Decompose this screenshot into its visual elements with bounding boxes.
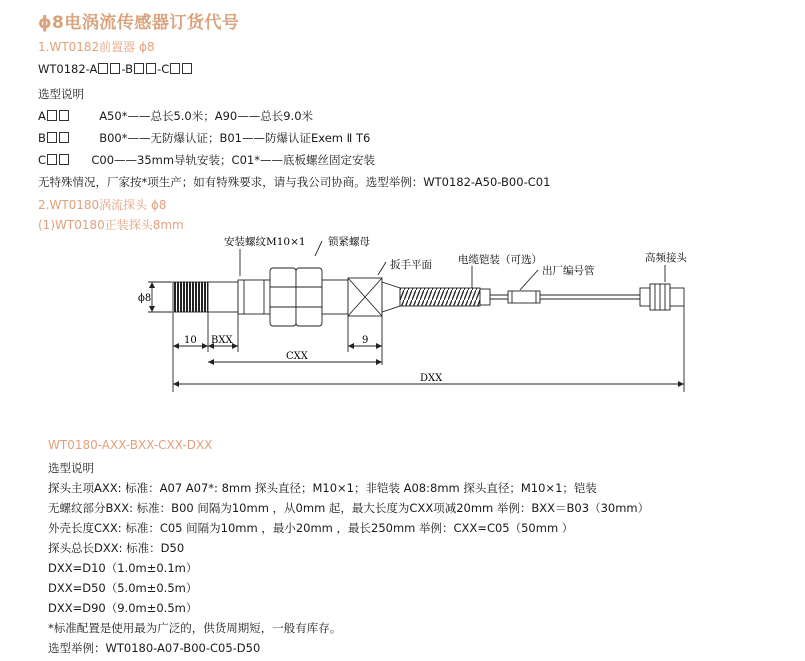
dim-dxx: DXX bbox=[420, 373, 443, 384]
spec-d50: DXX=D50（5.0m±0.5m） bbox=[48, 581, 198, 595]
section1-select-label: 选型说明 bbox=[38, 87, 84, 101]
option-b-row: B B00*——无防爆认证；B01——防爆认证Exem Ⅱ T6 bbox=[38, 131, 371, 145]
dim-bxx: BXX bbox=[211, 335, 233, 346]
section1-code: WT0182-A -B -C bbox=[38, 62, 193, 76]
probe-drawing bbox=[0, 230, 805, 400]
option-b-desc: B00*——无防爆认证；B01——防爆认证Exem Ⅱ T6 bbox=[99, 131, 371, 145]
code-box bbox=[170, 63, 180, 74]
page-title: ϕ8电涡流传感器订货代号 bbox=[38, 13, 240, 33]
code-box bbox=[110, 63, 120, 74]
spec-bxx: 无螺纹部分BXX: 标准：B00 间隔为10mm ，从0mm 起，最大长度为CXX项减20mm 举例：BXX＝B03（30mm） bbox=[48, 501, 650, 515]
code-box bbox=[182, 63, 192, 74]
section2-subheading: (1)WT0180正装探头8mm bbox=[38, 218, 184, 232]
section1-note: 无特殊情况，厂家按*项生产；如有特殊要求，请与我公司协商。选型举例：WT0182-A50-B00-C01 bbox=[38, 175, 551, 189]
option-a-desc: A50*——总长5.0米；A90——总长9.0米 bbox=[99, 109, 314, 123]
label-armor: 电缆铠装（可选） bbox=[458, 254, 542, 266]
dim-9: 9 bbox=[362, 335, 369, 346]
spec-dxx: 探头总长DXX: 标准：D50 bbox=[48, 541, 185, 555]
label-tube: 出厂编号管 bbox=[542, 265, 595, 277]
code-box bbox=[134, 63, 144, 74]
section2-heading: 2.WT0180涡流探头 ϕ8 bbox=[38, 198, 167, 212]
option-c-desc: C00——35mm导轨安装；C01*——底板螺丝固定安装 bbox=[91, 153, 375, 167]
label-locknut: 锁紧螺母 bbox=[328, 236, 370, 248]
spec-axx: 探头主项AXX: 标准：A07 A07*: 8mm 探头直径；M10×1；非铠装 A08:8mm 探头直径；M10×1；铠装 bbox=[48, 481, 597, 495]
option-a-row: A A50*——总长5.0米；A90——总长9.0米 bbox=[38, 109, 314, 123]
dim-cxx: CXX bbox=[286, 351, 308, 362]
section3-code: WT0180-AXX-BXX-CXX-DXX bbox=[48, 438, 213, 452]
star-note: *标准配置是使用最为广泛的，供货周期短，一般有库存。 bbox=[48, 621, 342, 635]
code-box bbox=[98, 63, 108, 74]
spec-d10: DXX=D10（1.0m±0.1m） bbox=[48, 561, 198, 575]
option-c-row: C C00——35mm导轨安装；C01*——底板螺丝固定安装 bbox=[38, 153, 375, 167]
spec-cxx: 外壳长度CXX: 标准：C05 间隔为10mm ，最小20mm ，最长250mm 举例：CXX=C05（50mm ） bbox=[48, 521, 574, 535]
selection-example: 选型举例：WT0180-A07-B00-C05-D50 bbox=[48, 641, 261, 655]
label-thread: 安装螺纹M10×1 bbox=[224, 236, 306, 248]
label-wrench: 扳手平面 bbox=[390, 259, 432, 271]
code-box bbox=[146, 63, 156, 74]
section1-heading: 1.WT0182前置器 ϕ8 bbox=[38, 40, 155, 54]
spec-d90: DXX=D90（9.0m±0.5m） bbox=[48, 601, 198, 615]
label-connector: 高频接头 bbox=[645, 252, 687, 264]
dim-10: 10 bbox=[184, 335, 197, 346]
section3-select-label: 选型说明 bbox=[48, 461, 94, 475]
dim-phi: ϕ8 bbox=[138, 293, 152, 304]
